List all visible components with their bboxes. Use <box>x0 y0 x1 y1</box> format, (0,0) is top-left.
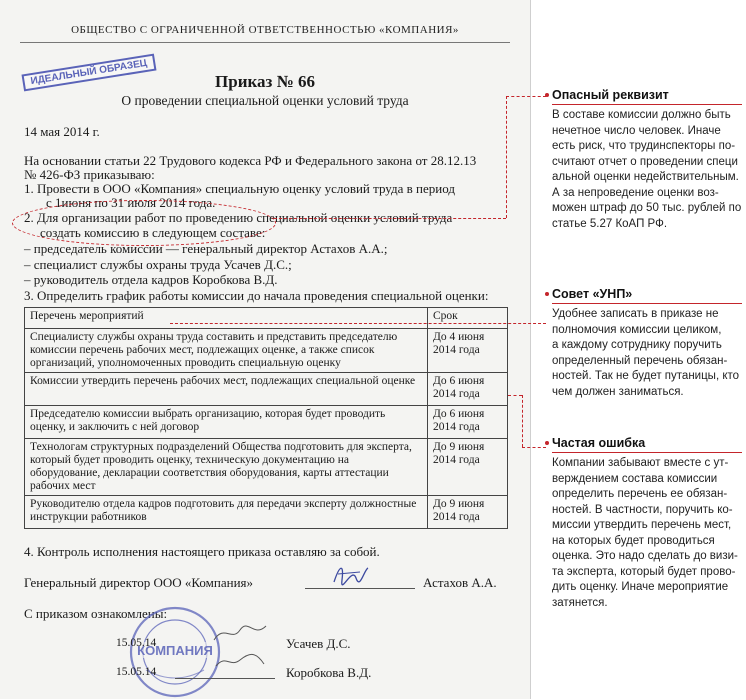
table-row <box>25 496 508 529</box>
order-title: Приказ № 66 <box>215 72 315 91</box>
note-title: Опасный реквизит <box>552 88 742 105</box>
note-body: Компании забывают вместе с ут- верждением состава комиссии определить перечень ее обязан- ностей. В частности, поручить ко- миссии утвердить перечень мест, на которых будет проводиться оценка. Это надо сделать до визи- та эксперта, который будет прово- дить оценку. Иначе мероприятие затянется. <box>552 457 738 609</box>
note-body: Удобнее записать в приказе не полномочия комиссии целиком, а каждому сотруднику поручить определенный перечень обязан- ностей. Так не будет путаницы, кто чем должен заниматься. <box>552 308 740 398</box>
schedule-table <box>24 307 508 529</box>
signer-name: Коробкова В.Д. <box>286 665 372 680</box>
note-body: В составе комиссии должно быть нечетное число человек. Иначе есть риск, что трудинспекторы по- считают отчет о проведении специ альной оценки недействительным. А за непроведение оценки воз- можен штраф до 50 тыс. рублей по статье 5.27 КоАП РФ. <box>552 109 742 230</box>
column-header: Перечень мероприятий <box>25 308 428 329</box>
signature-line <box>175 678 275 679</box>
signature-icon <box>210 648 270 674</box>
note-dangerous-requisite <box>552 88 742 232</box>
note-title: Частая ошибка <box>552 436 742 453</box>
body-line: 3. Определить график работы комиссии до начала проведения специальной оценки: <box>24 288 489 303</box>
director-name: Астахов А.А. <box>423 575 497 590</box>
callout-connector <box>506 96 507 218</box>
sample-stamp: ИДЕАЛЬНЫЙ ОБРАЗЕЦ <box>21 54 156 92</box>
signer-name: Усачев Д.С. <box>286 636 351 651</box>
deadline-cell: До 6 июня 2014 года <box>428 406 508 439</box>
sign-date: 15.05.14 <box>116 637 157 649</box>
director-title: Генеральный директор ООО «Компания» <box>24 575 254 590</box>
sign-date: 15.05.14 <box>116 666 157 678</box>
note-advice <box>552 287 742 400</box>
deadline-cell: До 6 июня 2014 года <box>428 373 508 406</box>
table-row <box>25 439 508 496</box>
director-signature-icon <box>330 560 370 590</box>
body-line: На основании статьи 22 Трудового кодекса РФ и Федерального закона от 28.12.13 <box>24 153 477 168</box>
signature-icon <box>210 620 270 646</box>
deadline-cell: До 4 июня 2014 года <box>428 329 508 373</box>
table-row <box>25 373 508 406</box>
deadline-cell: До 9 июня 2014 года <box>428 439 508 496</box>
note-title: Совет «УНП» <box>552 287 742 304</box>
body-line: создать комиссию в следующем составе: <box>40 225 266 240</box>
callout-connector <box>508 395 522 396</box>
seal-label: КОМПАНИЯ <box>137 643 213 658</box>
table-header-row <box>25 308 508 329</box>
task-cell: Комиссии утвердить перечень рабочих мест, подлежащих специальной оценке <box>25 373 428 406</box>
note-common-mistake <box>552 436 742 611</box>
task-cell: Руководителю отдела кадров подготовить для передачи эксперту должностные инструкции работников <box>25 496 428 529</box>
task-cell: Специалисту службы охраны труда составить и представить председателю комиссии перечень рабочих мест, подлежащих оценке, а также список организаций, уполномоченных проводить специальную оценку <box>25 329 428 373</box>
acknowledged-label: С приказом ознакомлены: <box>24 606 168 621</box>
table-row <box>25 329 508 373</box>
item-4: 4. Контроль исполнения настоящего приказа оставляю за собой. <box>24 544 380 559</box>
body-line: с 1июня по 31 июля 2014 года. <box>46 195 216 210</box>
committee-member: – руководитель отдела кадров Коробкова В.Д. <box>24 272 278 287</box>
deadline-cell: До 9 июня 2014 года <box>428 496 508 529</box>
order-date: 14 мая 2014 г. <box>24 124 100 139</box>
callout-connector <box>170 323 546 324</box>
body-line: 2. Для организации работ по проведению специальной оценки условий труда <box>24 210 453 225</box>
callout-connector <box>522 395 523 447</box>
body-line: № 426-ФЗ приказываю: <box>24 167 155 182</box>
table-row <box>25 406 508 439</box>
order-subtitle: О проведении специальной оценки условий труда <box>121 93 409 108</box>
callout-connector <box>506 96 546 97</box>
committee-member: – специалист службы охраны труда Усачев Д.С.; <box>24 257 292 272</box>
column-header: Срок <box>428 308 508 329</box>
task-cell: Председателю комиссии выбрать организацию, которая будет проводить оценку, и заключить с ней договор <box>25 406 428 439</box>
callout-connector <box>274 218 506 219</box>
company-header: ОБЩЕСТВО С ОГРАНИЧЕННОЙ ОТВЕТСТВЕННОСТЬЮ «КОМПАНИЯ» <box>71 24 459 36</box>
task-cell: Технологам структурных подразделений Общества подготовить для эксперта, который будет проводить оценку, техническую документацию на оборудование, декларации соответствия оборудования, карты аттестации рабочих мест <box>25 439 428 496</box>
highlight-oval <box>12 200 276 246</box>
body-line: 1. Провести в ООО «Компания» специальную оценку условий труда в период <box>24 181 455 196</box>
header-rule <box>20 42 510 43</box>
committee-member: – председатель комиссии — генеральный директор Астахов А.А.; <box>24 241 388 256</box>
callout-connector <box>522 447 546 448</box>
